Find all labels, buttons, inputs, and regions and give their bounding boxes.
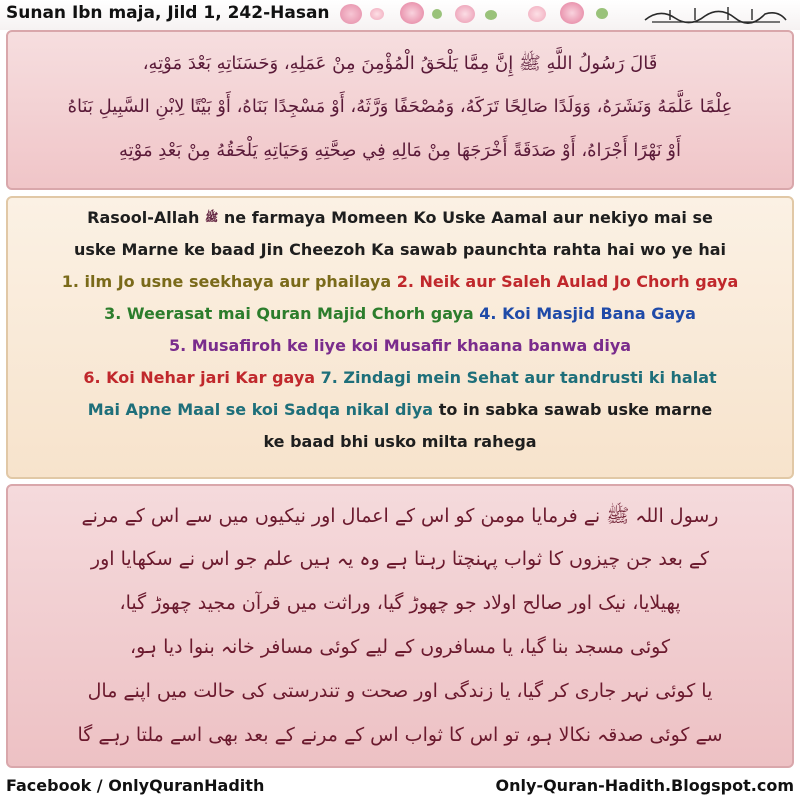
blog-link[interactable]: Only-Quran-Hadith.Blogspot.com: [495, 776, 794, 795]
closing-text: to in sabka sawab uske marne: [438, 400, 713, 419]
english-line-1-text: ne farmaya Momeen Ko Uske Aamal aur nekiyo mai se: [223, 208, 713, 227]
item-4: 4. Koi Masjid Bana Gaya: [479, 304, 696, 323]
urdu-line: کوئی مسجد بنا گیا، یا مسافروں کے لیے کوئی مسافر خانہ بنوا دیا ہو،: [129, 636, 671, 658]
urdu-line: پھیلایا، نیک اور صالح اولاد جو چھوڑ گیا، وراثت میں قرآن مجید چھوڑ گیا،: [119, 592, 681, 614]
urdu-line: کے بعد جن چیزوں کا ثواب پہنچتا رہتا ہے وہ یہ ہیں علم جو اس نے سکھایا اور: [90, 548, 710, 570]
item-3: 3. Weerasat mai Quran Majid Chorh gaya: [104, 304, 474, 323]
arabic-line: أَوْ نَهْرًا أَجْرَاهُ، أَوْ صَدَقَةً أَخْرَجَهَا مِنْ مَالِهِ فِي صِحَّتِهِ وَحَيَاتِهِ يَلْحَقُهُ مِنْ بَعْدِ مَوْتِهِ: [118, 140, 681, 161]
header-bar: [0, 0, 800, 30]
urdu-line: یا کوئی نہر جاری کر گیا، یا زندگی اور صحت و تندرستی کی حالت میں اپنے مال: [87, 680, 713, 702]
flower-decoration: [520, 0, 640, 28]
item-6: 6. Koi Nehar jari Kar gaya: [83, 368, 316, 387]
english-line-2: uske Marne ke baad Jin Cheezoh Ka sawab paunchta rahta hai wo ye hai: [74, 240, 726, 259]
item-7-continued: Mai Apne Maal se koi Sadqa nikal diya: [87, 400, 434, 419]
footer-bar: [0, 770, 800, 800]
facebook-link[interactable]: Facebook / OnlyQuranHadith: [6, 776, 265, 795]
closing-text-2: ke baad bhi usko milta rahega: [263, 432, 537, 451]
rasool-allah-text: Rasool-Allah: [87, 208, 200, 227]
salla-symbol: ﷺ: [205, 210, 219, 224]
english-line-1: [8, 208, 792, 227]
arabic-text-panel: [6, 30, 794, 190]
flower-decoration: [330, 0, 510, 28]
arabic-line: قَالَ رَسُولُ اللَّهِ ﷺ إِنَّ مِمَّا يَلْحَقُ الْمُؤْمِنَ مِنْ عَمَلِهِ، وَحَسَنَاتِهِ بَعْدَ مَوْتِهِ،: [142, 53, 658, 74]
arabic-line: عِلْمًا عَلَّمَهُ وَنَشَرَهُ، وَوَلَدًا صَالِحًا تَرَكَهُ، وَمُصْحَفًا وَرَّثَهُ، أَوْ مَسْجِدًا بَنَاهُ، أَوْ بَيْتًا لِابْنِ السَّبِيلِ بَنَاهُ: [67, 96, 733, 117]
urdu-line: سے کوئی صدقہ نکالا ہو، تو اس کا ثواب اس کے مرنے کے بعد بھی اسے ملتا رہے گا: [77, 724, 723, 746]
source-title: Sunan Ibn maja, Jild 1, 242-Hasan: [6, 3, 330, 23]
urdu-text-panel: [6, 484, 794, 768]
item-2: 2. Neik aur Saleh Aulad Jo Chorh gaya: [396, 272, 739, 291]
english-text-panel: [6, 196, 794, 479]
item-5: 5. Musafiroh ke liye koi Musafir khaana banwa diya: [168, 336, 632, 355]
english-line-7: [8, 400, 792, 419]
english-line-3: [8, 272, 792, 291]
urdu-line: رسول اللہ ﷺ نے فرمایا مومن کو اس کے اعمال اور نیکیوں میں سے اس کے مرنے: [81, 505, 719, 527]
english-line-6: [8, 368, 792, 387]
english-line-4: [8, 304, 792, 323]
item-1: 1. ilm Jo usne seekhaya aur phailaya: [61, 272, 392, 291]
bismillah-calligraphy: [640, 2, 790, 28]
item-7: 7. Zindagi mein Sehat aur tandrusti ki halat: [320, 368, 717, 387]
